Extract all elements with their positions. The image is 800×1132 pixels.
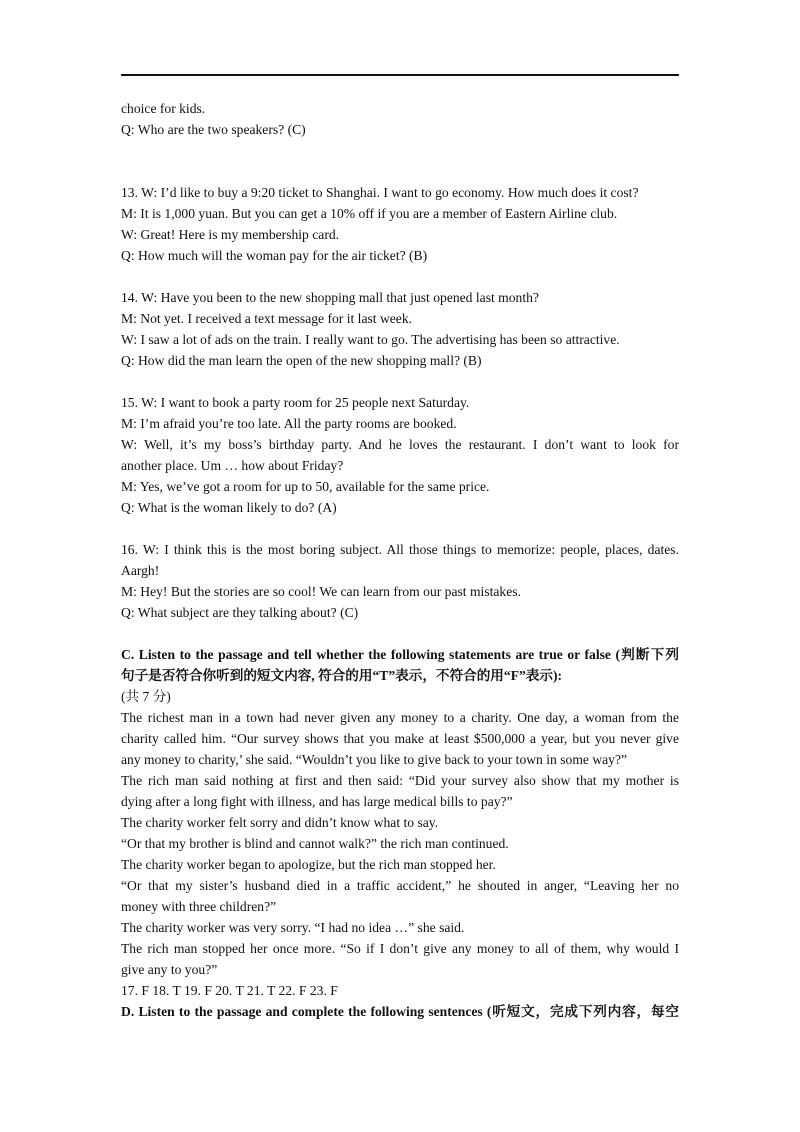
page-content — [121, 98, 679, 1022]
answer-key: 17. F 18. T 19. F 20. T 21. T 22. F 23. F — [121, 983, 338, 998]
spacer — [121, 518, 679, 539]
dialogue-line: M: Yes, we’ve got a room for up to 50, available for the same price. — [121, 479, 490, 494]
dialogue-line: another place. Um … how about Friday? — [121, 458, 344, 473]
passage-line: The charity worker began to apologize, but the rich man stopped her. — [121, 857, 496, 872]
passage-line: charity called him. “Our survey shows that you make at least $500,000 a year, but you never give — [121, 731, 679, 746]
question-line: Q: What subject are they talking about? (C) — [121, 605, 359, 620]
section-c — [121, 644, 679, 1001]
dialogue-line: M: It is 1,000 yuan. But you can get a 10% off if you are a member of Eastern Airline club. — [121, 206, 618, 221]
dialogue-14 — [121, 287, 679, 371]
header-rule — [121, 74, 679, 76]
passage-line: The charity worker felt sorry and didn’t know what to say. — [121, 815, 439, 830]
passage — [121, 707, 679, 980]
section-d-heading: D. Listen to the passage and complete the following sentences (听短文，完成下列内容，每空 — [121, 1004, 679, 1019]
dialogue-line: Aargh! — [121, 563, 160, 578]
question-line: Q: Who are the two speakers? (C) — [121, 122, 306, 137]
passage-line: “Or that my sister’s husband died in a traffic accident,” he shouted in anger, “Leaving her no — [121, 878, 679, 893]
passage-line: dying after a long fight with illness, and has large medical bills to pay?” — [121, 794, 513, 809]
dialogue-line: 15. W: I want to book a party room for 25 people next Saturday. — [121, 395, 470, 410]
dialogue-line: 16. W: I think this is the most boring subject. All those things to memorize: people, places, dates. — [121, 542, 679, 557]
section-c-heading-cont: 句子是否符合你听到的短文内容, 符合的用“T”表示，不符合的用“F”表示): — [121, 668, 563, 683]
passage-line: give any to you?” — [121, 962, 218, 977]
dialogue-line: W: Well, it’s my boss’s birthday party. And he loves the restaurant. I don’t want to look for — [121, 437, 679, 452]
dialogue-13 — [121, 182, 679, 266]
dialogue-line: M: Not yet. I received a text message for it last week. — [121, 311, 413, 326]
section-d — [121, 1001, 679, 1022]
spacer — [121, 140, 679, 182]
dialogue-line: 13. W: I’d like to buy a 9:20 ticket to Shanghai. I want to go economy. How much does it cost? — [121, 185, 639, 200]
passage-line: any money to charity,’ she said. “Wouldn’t you like to give back to your town in some way?” — [121, 752, 628, 767]
spacer — [121, 371, 679, 392]
dialogue-15 — [121, 392, 679, 518]
dialogue-line: W: I saw a lot of ads on the train. I really want to go. The advertising has been so attractive. — [121, 332, 620, 347]
dialogue-16 — [121, 539, 679, 623]
passage-line: The richest man in a town had never given any money to a charity. One day, a woman from the — [121, 710, 679, 725]
question-line: Q: How did the man learn the open of the new shopping mall? (B) — [121, 353, 482, 368]
spacer — [121, 623, 679, 644]
dialogue-line: 14. W: Have you been to the new shopping mall that just opened last month? — [121, 290, 539, 305]
passage-line: The charity worker was very sorry. “I had no idea …” she said. — [121, 920, 465, 935]
spacer — [121, 266, 679, 287]
dialogue-line: W: Great! Here is my membership card. — [121, 227, 340, 242]
passage-line: The rich man said nothing at first and then said: “Did your survey also show that my mother is — [121, 773, 679, 788]
text-line: choice for kids. — [121, 101, 206, 116]
passage-line: “Or that my brother is blind and cannot walk?” the rich man continued. — [121, 836, 509, 851]
dialogue-line: M: I’m afraid you’re too late. All the party rooms are booked. — [121, 416, 457, 431]
question-line: Q: How much will the woman pay for the air ticket? (B) — [121, 248, 428, 263]
section-score: (共 7 分) — [121, 689, 171, 704]
dialogue-line: M: Hey! But the stories are so cool! We can learn from our past mistakes. — [121, 584, 521, 599]
question-line: Q: What is the woman likely to do? (A) — [121, 500, 337, 515]
section-c-heading: C. Listen to the passage and tell whether the following statements are true or false (判断下列 — [121, 647, 679, 662]
passage-line: The rich man stopped her once more. “So if I don’t give any money to all of them, why would I — [121, 941, 679, 956]
passage-line: money with three children?” — [121, 899, 277, 914]
